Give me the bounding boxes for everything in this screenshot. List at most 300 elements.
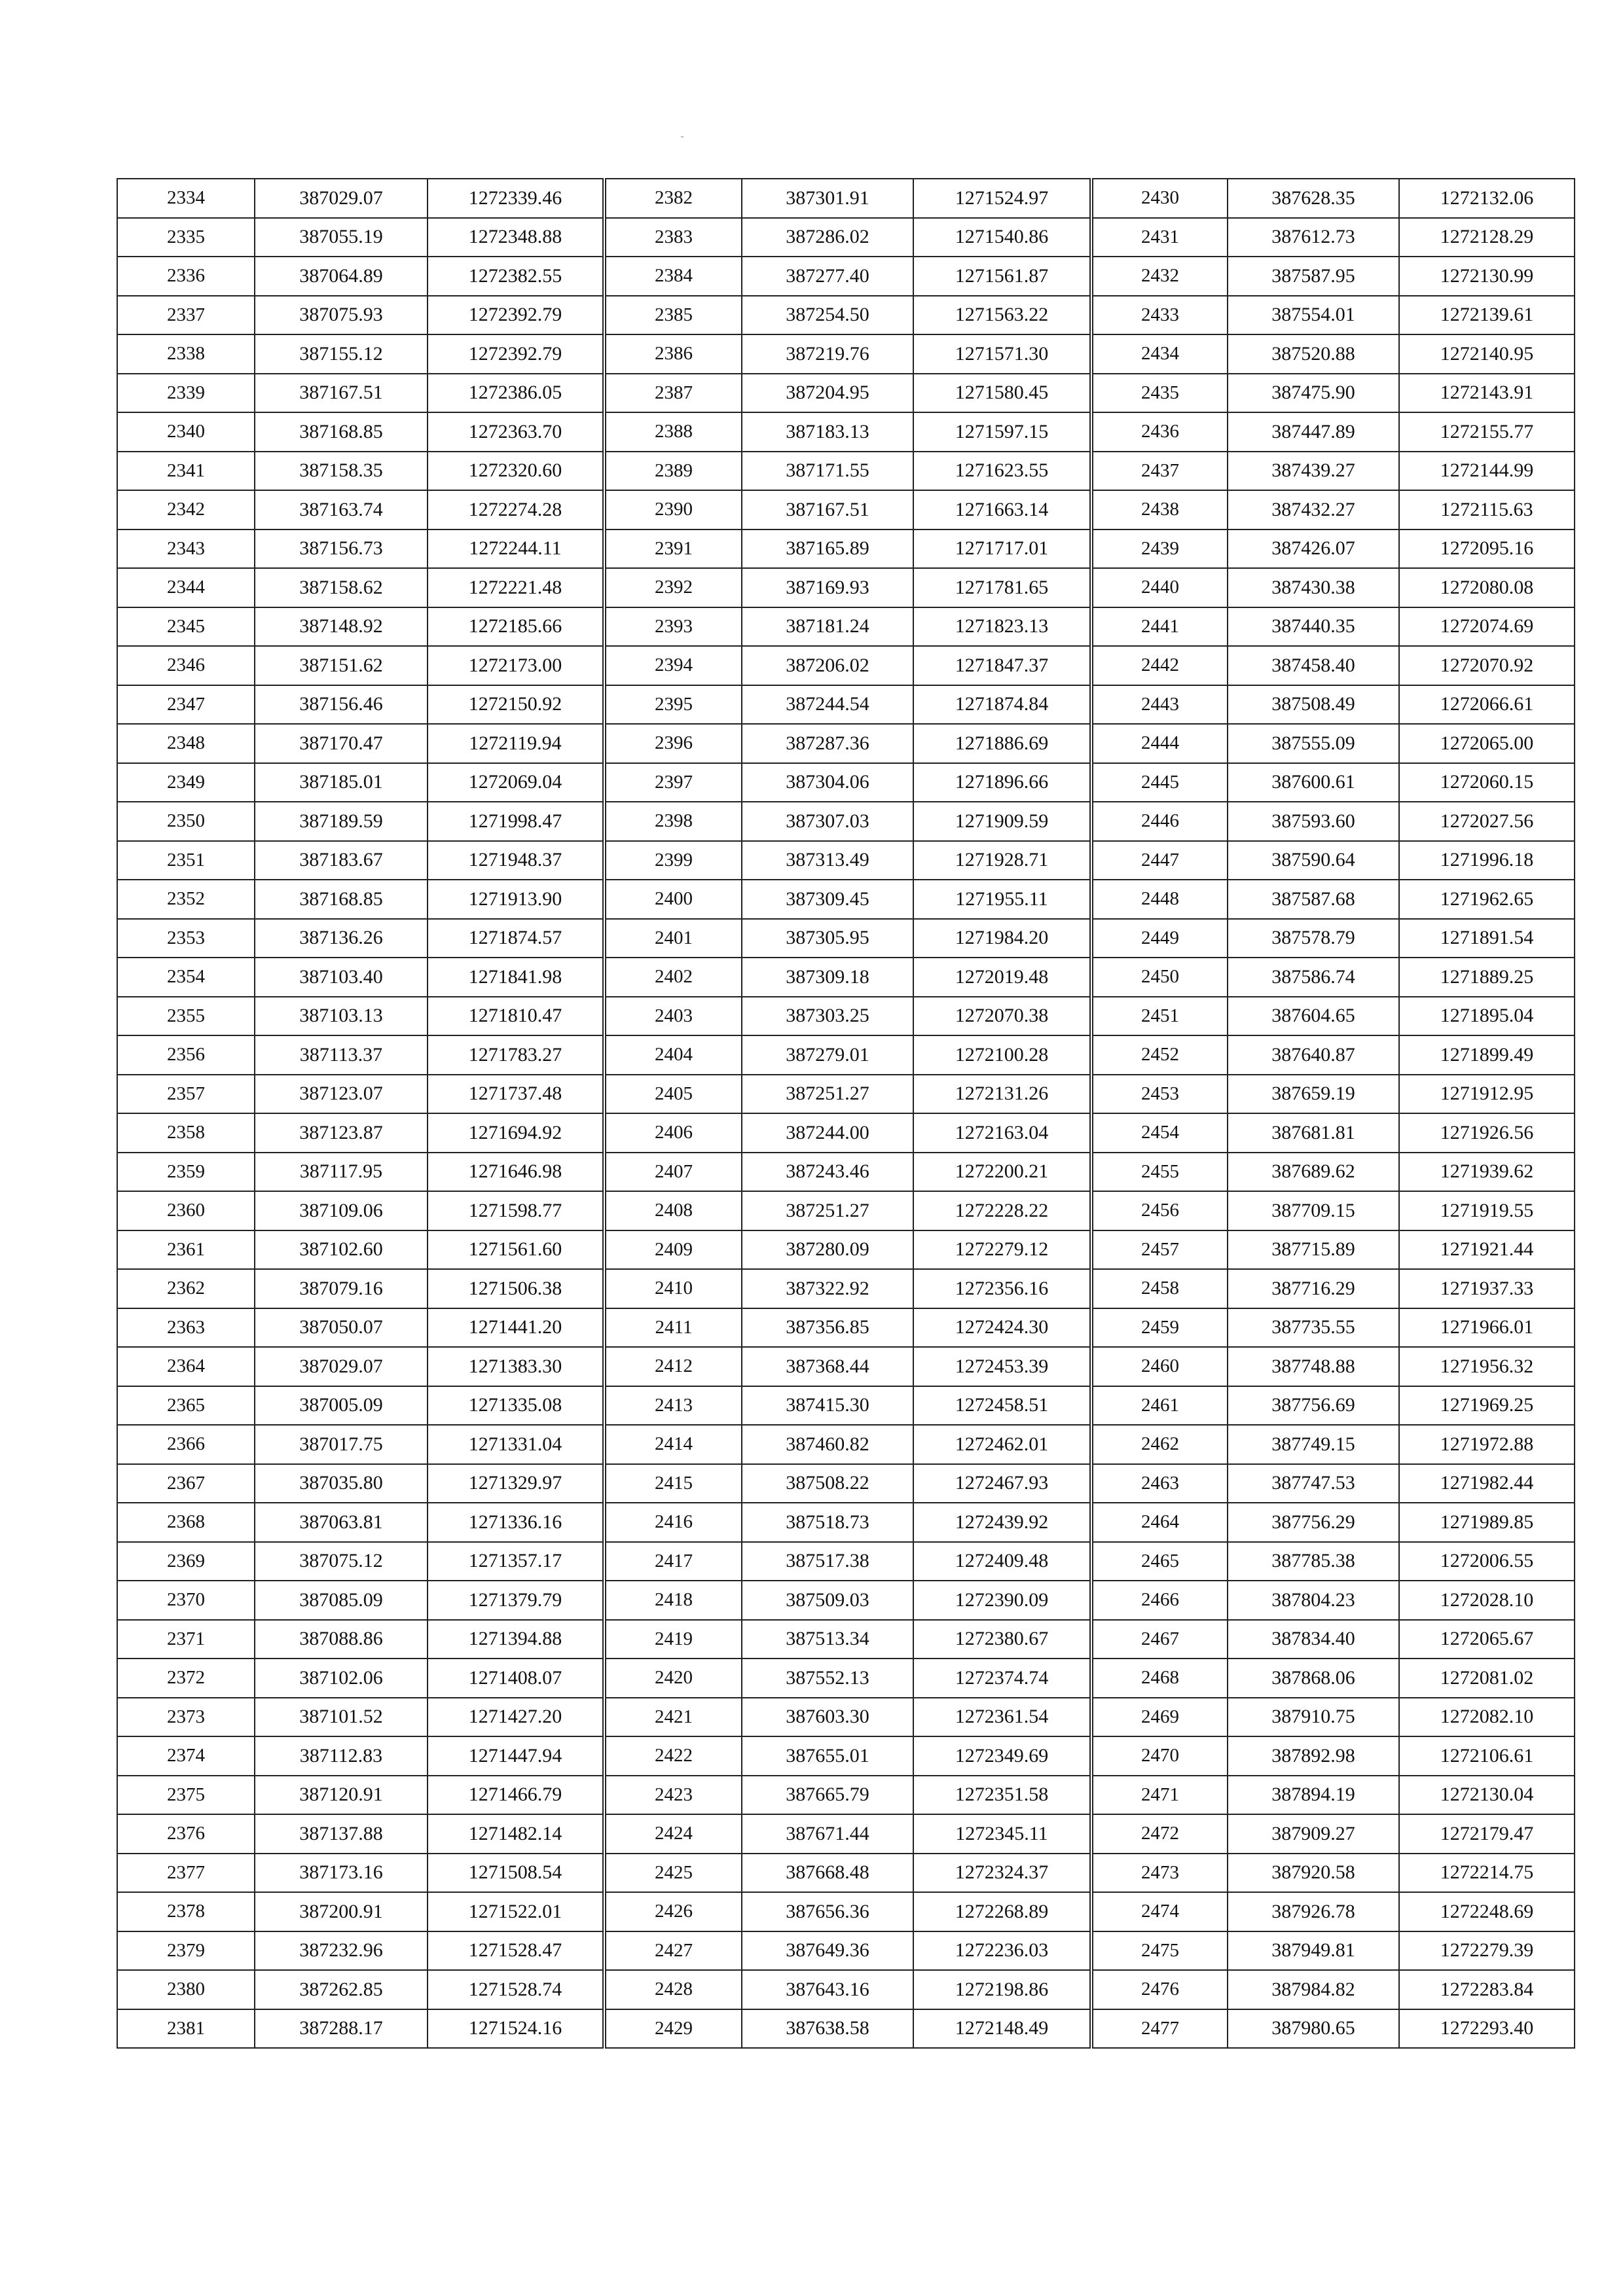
y-coordinate-cell: 1271895.04: [1399, 997, 1575, 1036]
point-number-cell: 2431: [1093, 218, 1228, 257]
x-coordinate-cell: 387136.26: [255, 919, 428, 958]
point-number-cell: 2457: [1093, 1230, 1228, 1270]
point-number-cell: 2362: [117, 1269, 255, 1308]
point-number-cell: 2454: [1093, 1113, 1228, 1153]
x-coordinate-cell: 387460.82: [742, 1425, 913, 1464]
table-row: [606, 607, 1090, 647]
y-coordinate-cell: 1272351.58: [913, 1776, 1090, 1815]
y-coordinate-cell: 1271948.37: [428, 841, 603, 880]
y-coordinate-cell: 1272081.02: [1399, 1659, 1575, 1698]
x-coordinate-cell: 387120.91: [255, 1776, 428, 1815]
x-coordinate-cell: 387689.62: [1228, 1153, 1399, 1192]
table-row: [606, 1347, 1090, 1386]
x-coordinate-cell: 387656.36: [742, 1892, 913, 1931]
y-coordinate-cell: 1271926.56: [1399, 1113, 1575, 1153]
table-row: [117, 1230, 603, 1270]
y-coordinate-cell: 1271506.38: [428, 1269, 603, 1308]
table-row: [606, 1581, 1090, 1620]
y-coordinate-cell: 1272279.39: [1399, 1931, 1575, 1971]
table-row: [1093, 958, 1575, 997]
y-coordinate-cell: 1272027.56: [1399, 802, 1575, 841]
x-coordinate-cell: 387085.09: [255, 1581, 428, 1620]
table-row: [606, 685, 1090, 725]
point-number-cell: 2398: [606, 802, 742, 841]
y-coordinate-cell: 1272248.69: [1399, 1892, 1575, 1931]
x-coordinate-cell: 387232.96: [255, 1931, 428, 1971]
table-row: [117, 1503, 603, 1542]
table-row: [606, 374, 1090, 413]
x-coordinate-cell: 387368.44: [742, 1347, 913, 1386]
point-number-cell: 2470: [1093, 1736, 1228, 1776]
table-row: [1093, 452, 1575, 491]
x-coordinate-cell: 387206.02: [742, 646, 913, 685]
table-row: [1093, 1269, 1575, 1308]
x-coordinate-cell: 387587.95: [1228, 257, 1399, 296]
y-coordinate-cell: 1271335.08: [428, 1386, 603, 1426]
x-coordinate-cell: 387980.65: [1228, 2009, 1399, 2049]
table-row: [117, 1659, 603, 1698]
table-row: [117, 1892, 603, 1931]
point-number-cell: 2462: [1093, 1425, 1228, 1464]
x-coordinate-cell: 387244.54: [742, 685, 913, 725]
x-coordinate-cell: 387307.03: [742, 802, 913, 841]
y-coordinate-cell: 1271909.59: [913, 802, 1090, 841]
table-row: [1093, 1931, 1575, 1971]
x-coordinate-cell: 387079.16: [255, 1269, 428, 1308]
point-number-cell: 2467: [1093, 1620, 1228, 1659]
x-coordinate-cell: 387715.89: [1228, 1230, 1399, 1270]
point-number-cell: 2412: [606, 1347, 742, 1386]
y-coordinate-cell: 1272283.84: [1399, 1970, 1575, 2009]
point-number-cell: 2452: [1093, 1035, 1228, 1075]
point-number-cell: 2461: [1093, 1386, 1228, 1426]
y-coordinate-cell: 1271331.04: [428, 1425, 603, 1464]
point-number-cell: 2417: [606, 1542, 742, 1581]
x-coordinate-cell: 387156.46: [255, 685, 428, 725]
table-row: [1093, 919, 1575, 958]
y-coordinate-cell: 1271886.69: [913, 724, 1090, 763]
table-row: [606, 1464, 1090, 1503]
point-number-cell: 2445: [1093, 763, 1228, 802]
x-coordinate-cell: 387151.62: [255, 646, 428, 685]
y-coordinate-cell: 1271989.85: [1399, 1503, 1575, 1542]
table-row: [606, 841, 1090, 880]
table-row: [117, 218, 603, 257]
table-row: [1093, 1191, 1575, 1230]
table-row: [1093, 374, 1575, 413]
table-row: [117, 685, 603, 725]
x-coordinate-cell: 387219.76: [742, 334, 913, 374]
table-row: [606, 646, 1090, 685]
x-coordinate-cell: 387735.55: [1228, 1308, 1399, 1348]
x-coordinate-cell: 387804.23: [1228, 1581, 1399, 1620]
table-row: [117, 1814, 603, 1854]
point-number-cell: 2424: [606, 1814, 742, 1854]
x-coordinate-cell: 387920.58: [1228, 1854, 1399, 1893]
point-number-cell: 2383: [606, 218, 742, 257]
point-number-cell: 2358: [117, 1113, 255, 1153]
point-number-cell: 2460: [1093, 1347, 1228, 1386]
point-number-cell: 2384: [606, 257, 742, 296]
table-row: [606, 412, 1090, 452]
y-coordinate-cell: 1271899.49: [1399, 1035, 1575, 1075]
x-coordinate-cell: 387168.85: [255, 880, 428, 919]
y-coordinate-cell: 1272128.29: [1399, 218, 1575, 257]
table-row: [1093, 1503, 1575, 1542]
table-row: [606, 1191, 1090, 1230]
table-row: [1093, 1113, 1575, 1153]
x-coordinate-cell: 387834.40: [1228, 1620, 1399, 1659]
point-number-cell: 2421: [606, 1698, 742, 1737]
point-number-cell: 2400: [606, 880, 742, 919]
x-coordinate-cell: 387587.68: [1228, 880, 1399, 919]
point-number-cell: 2361: [117, 1230, 255, 1270]
table-row: [606, 1892, 1090, 1931]
y-coordinate-cell: 1271874.57: [428, 919, 603, 958]
point-number-cell: 2379: [117, 1931, 255, 1971]
point-number-cell: 2413: [606, 1386, 742, 1426]
y-coordinate-cell: 1272065.00: [1399, 724, 1575, 763]
x-coordinate-cell: 387280.09: [742, 1230, 913, 1270]
table-row: [1093, 1970, 1575, 2009]
point-number-cell: 2448: [1093, 880, 1228, 919]
y-coordinate-cell: 1272070.38: [913, 997, 1090, 1036]
y-coordinate-cell: 1272006.55: [1399, 1542, 1575, 1581]
point-number-cell: 2337: [117, 296, 255, 335]
y-coordinate-cell: 1272131.26: [913, 1075, 1090, 1114]
y-coordinate-cell: 1271663.14: [913, 490, 1090, 529]
point-number-cell: 2374: [117, 1736, 255, 1776]
table-row: [1093, 1153, 1575, 1192]
table-row: [1093, 1308, 1575, 1348]
x-coordinate-cell: 387649.36: [742, 1931, 913, 1971]
y-coordinate-cell: 1271921.44: [1399, 1230, 1575, 1270]
table-row: [606, 179, 1090, 218]
y-coordinate-cell: 1272274.28: [428, 490, 603, 529]
table-row: [606, 1931, 1090, 1971]
point-number-cell: 2415: [606, 1464, 742, 1503]
point-number-cell: 2405: [606, 1075, 742, 1114]
point-number-cell: 2422: [606, 1736, 742, 1776]
x-coordinate-cell: 387892.98: [1228, 1736, 1399, 1776]
point-number-cell: 2439: [1093, 529, 1228, 569]
point-number-cell: 2390: [606, 490, 742, 529]
table-row: [1093, 1581, 1575, 1620]
y-coordinate-cell: 1272155.77: [1399, 412, 1575, 452]
x-coordinate-cell: 387894.19: [1228, 1776, 1399, 1815]
table-row: [117, 1581, 603, 1620]
x-coordinate-cell: 387183.13: [742, 412, 913, 452]
point-number-cell: 2360: [117, 1191, 255, 1230]
point-number-cell: 2350: [117, 802, 255, 841]
y-coordinate-cell: 1271969.25: [1399, 1386, 1575, 1426]
y-coordinate-cell: 1272130.99: [1399, 257, 1575, 296]
y-coordinate-cell: 1271823.13: [913, 607, 1090, 647]
x-coordinate-cell: 387593.60: [1228, 802, 1399, 841]
y-coordinate-cell: 1271528.74: [428, 1970, 603, 2009]
table-row: [1093, 1620, 1575, 1659]
x-coordinate-cell: 387430.38: [1228, 568, 1399, 607]
y-coordinate-cell: 1271810.47: [428, 997, 603, 1036]
point-number-cell: 2466: [1093, 1581, 1228, 1620]
y-coordinate-cell: 1272140.95: [1399, 334, 1575, 374]
point-number-cell: 2349: [117, 763, 255, 802]
table-row: [1093, 724, 1575, 763]
table-row: [117, 1425, 603, 1464]
y-coordinate-cell: 1271408.07: [428, 1659, 603, 1698]
y-coordinate-cell: 1272374.74: [913, 1659, 1090, 1698]
point-number-cell: 2369: [117, 1542, 255, 1581]
table-row: [117, 1308, 603, 1348]
table-row: [606, 257, 1090, 296]
point-number-cell: 2377: [117, 1854, 255, 1893]
table-row: [606, 1386, 1090, 1426]
table-row: [1093, 257, 1575, 296]
table-row: [117, 374, 603, 413]
x-coordinate-cell: 387458.40: [1228, 646, 1399, 685]
table-row: [606, 1542, 1090, 1581]
x-coordinate-cell: 387279.01: [742, 1035, 913, 1075]
point-number-cell: 2396: [606, 724, 742, 763]
point-number-cell: 2347: [117, 685, 255, 725]
y-coordinate-cell: 1272148.49: [913, 2009, 1090, 2049]
y-coordinate-cell: 1271623.55: [913, 452, 1090, 491]
point-number-cell: 2473: [1093, 1854, 1228, 1893]
table-row: [606, 218, 1090, 257]
point-number-cell: 2372: [117, 1659, 255, 1698]
point-number-cell: 2393: [606, 607, 742, 647]
point-number-cell: 2458: [1093, 1269, 1228, 1308]
y-coordinate-cell: 1272439.92: [913, 1503, 1090, 1542]
point-number-cell: 2399: [606, 841, 742, 880]
x-coordinate-cell: 387102.06: [255, 1659, 428, 1698]
point-number-cell: 2371: [117, 1620, 255, 1659]
x-coordinate-cell: 387005.09: [255, 1386, 428, 1426]
point-number-cell: 2423: [606, 1776, 742, 1815]
y-coordinate-cell: 1271928.71: [913, 841, 1090, 880]
table-row: [117, 763, 603, 802]
x-coordinate-cell: 387243.46: [742, 1153, 913, 1192]
table-row: [117, 568, 603, 607]
x-coordinate-cell: 387168.85: [255, 412, 428, 452]
y-coordinate-cell: 1271540.86: [913, 218, 1090, 257]
point-number-cell: 2435: [1093, 374, 1228, 413]
x-coordinate-cell: 387181.24: [742, 607, 913, 647]
point-number-cell: 2432: [1093, 257, 1228, 296]
table-row: [1093, 568, 1575, 607]
y-coordinate-cell: 1271357.17: [428, 1542, 603, 1581]
table-row: [606, 452, 1090, 491]
x-coordinate-cell: 387600.61: [1228, 763, 1399, 802]
x-coordinate-cell: 387603.30: [742, 1698, 913, 1737]
y-coordinate-cell: 1272268.89: [913, 1892, 1090, 1931]
x-coordinate-cell: 387244.00: [742, 1113, 913, 1153]
point-number-cell: 2335: [117, 218, 255, 257]
table-row: [1093, 179, 1575, 218]
x-coordinate-cell: 387103.40: [255, 958, 428, 997]
point-number-cell: 2453: [1093, 1075, 1228, 1114]
point-number-cell: 2357: [117, 1075, 255, 1114]
x-coordinate-cell: 387655.01: [742, 1736, 913, 1776]
point-number-cell: 2425: [606, 1854, 742, 1893]
x-coordinate-cell: 387035.80: [255, 1464, 428, 1503]
y-coordinate-cell: 1272144.99: [1399, 452, 1575, 491]
table-row: [117, 919, 603, 958]
point-number-cell: 2464: [1093, 1503, 1228, 1542]
point-number-cell: 2375: [117, 1776, 255, 1815]
x-coordinate-cell: 387286.02: [742, 218, 913, 257]
x-coordinate-cell: 387167.51: [255, 374, 428, 413]
x-coordinate-cell: 387309.18: [742, 958, 913, 997]
point-number-cell: 2418: [606, 1581, 742, 1620]
x-coordinate-cell: 387554.01: [1228, 296, 1399, 335]
point-number-cell: 2476: [1093, 1970, 1228, 2009]
y-coordinate-cell: 1272115.63: [1399, 490, 1575, 529]
y-coordinate-cell: 1272070.92: [1399, 646, 1575, 685]
table-row: [117, 1113, 603, 1153]
table-row: [117, 1347, 603, 1386]
coordinate-table-block-2: [605, 178, 1091, 2049]
x-coordinate-cell: 387112.83: [255, 1736, 428, 1776]
x-coordinate-cell: 387017.75: [255, 1425, 428, 1464]
point-number-cell: 2348: [117, 724, 255, 763]
y-coordinate-cell: 1272244.11: [428, 529, 603, 569]
y-coordinate-cell: 1272462.01: [913, 1425, 1090, 1464]
y-coordinate-cell: 1272453.39: [913, 1347, 1090, 1386]
point-number-cell: 2352: [117, 880, 255, 919]
table-row: [117, 1542, 603, 1581]
table-row: [606, 334, 1090, 374]
y-coordinate-cell: 1272065.67: [1399, 1620, 1575, 1659]
table-row: [1093, 218, 1575, 257]
x-coordinate-cell: 387063.81: [255, 1503, 428, 1542]
y-coordinate-cell: 1272150.92: [428, 685, 603, 725]
table-row: [1093, 1542, 1575, 1581]
point-number-cell: 2416: [606, 1503, 742, 1542]
x-coordinate-cell: 387254.50: [742, 296, 913, 335]
point-number-cell: 2401: [606, 919, 742, 958]
x-coordinate-cell: 387432.27: [1228, 490, 1399, 529]
point-number-cell: 2414: [606, 1425, 742, 1464]
point-number-cell: 2387: [606, 374, 742, 413]
point-number-cell: 2392: [606, 568, 742, 607]
x-coordinate-cell: 387671.44: [742, 1814, 913, 1854]
x-coordinate-cell: 387167.51: [742, 490, 913, 529]
coordinate-table-block-3: [1092, 178, 1575, 2049]
point-number-cell: 2433: [1093, 296, 1228, 335]
table-row: [606, 529, 1090, 569]
point-number-cell: 2364: [117, 1347, 255, 1386]
x-coordinate-cell: 387165.89: [742, 529, 913, 569]
y-coordinate-cell: 1272179.47: [1399, 1814, 1575, 1854]
x-coordinate-cell: 387665.79: [742, 1776, 913, 1815]
table-row: [606, 1269, 1090, 1308]
table-row: [117, 1620, 603, 1659]
y-coordinate-cell: 1272392.79: [428, 296, 603, 335]
table-row: [606, 1503, 1090, 1542]
point-number-cell: 2367: [117, 1464, 255, 1503]
point-number-cell: 2427: [606, 1931, 742, 1971]
y-coordinate-cell: 1272349.69: [913, 1736, 1090, 1776]
x-coordinate-cell: 387169.93: [742, 568, 913, 607]
point-number-cell: 2338: [117, 334, 255, 374]
table-row: [1093, 880, 1575, 919]
x-coordinate-cell: 387075.93: [255, 296, 428, 335]
y-coordinate-cell: 1272132.06: [1399, 179, 1575, 218]
table-row: [606, 1970, 1090, 2009]
x-coordinate-cell: 387756.29: [1228, 1503, 1399, 1542]
point-number-cell: 2370: [117, 1581, 255, 1620]
table-row: [1093, 1659, 1575, 1698]
point-number-cell: 2334: [117, 179, 255, 218]
x-coordinate-cell: 387113.37: [255, 1035, 428, 1075]
y-coordinate-cell: 1272390.09: [913, 1581, 1090, 1620]
point-number-cell: 2463: [1093, 1464, 1228, 1503]
table-row: [1093, 997, 1575, 1036]
table-row: [606, 1035, 1090, 1075]
y-coordinate-cell: 1271466.79: [428, 1776, 603, 1815]
y-coordinate-cell: 1272069.04: [428, 763, 603, 802]
table-row: [1093, 646, 1575, 685]
y-coordinate-cell: 1271482.14: [428, 1814, 603, 1854]
point-number-cell: 2388: [606, 412, 742, 452]
y-coordinate-cell: 1271972.88: [1399, 1425, 1575, 1464]
y-coordinate-cell: 1271982.44: [1399, 1464, 1575, 1503]
table-row: [606, 1776, 1090, 1815]
table-row: [606, 1075, 1090, 1114]
point-number-cell: 2440: [1093, 568, 1228, 607]
x-coordinate-cell: 387909.27: [1228, 1814, 1399, 1854]
point-number-cell: 2341: [117, 452, 255, 491]
x-coordinate-cell: 387517.38: [742, 1542, 913, 1581]
point-number-cell: 2447: [1093, 841, 1228, 880]
y-coordinate-cell: 1272143.91: [1399, 374, 1575, 413]
x-coordinate-cell: 387747.53: [1228, 1464, 1399, 1503]
x-coordinate-cell: 387518.73: [742, 1503, 913, 1542]
y-coordinate-cell: 1271717.01: [913, 529, 1090, 569]
table-row: [606, 1736, 1090, 1776]
x-coordinate-cell: 387163.74: [255, 490, 428, 529]
y-coordinate-cell: 1271783.27: [428, 1035, 603, 1075]
point-number-cell: 2378: [117, 1892, 255, 1931]
point-number-cell: 2376: [117, 1814, 255, 1854]
point-number-cell: 2428: [606, 1970, 742, 2009]
x-coordinate-cell: 387288.17: [255, 2009, 428, 2049]
point-number-cell: 2443: [1093, 685, 1228, 725]
y-coordinate-cell: 1272200.21: [913, 1153, 1090, 1192]
x-coordinate-cell: 387303.25: [742, 997, 913, 1036]
table-row: [1093, 1698, 1575, 1737]
table-row: [606, 1854, 1090, 1893]
table-row: [117, 880, 603, 919]
y-coordinate-cell: 1272095.16: [1399, 529, 1575, 569]
y-coordinate-cell: 1272348.88: [428, 218, 603, 257]
y-coordinate-cell: 1272467.93: [913, 1464, 1090, 1503]
x-coordinate-cell: 387251.27: [742, 1075, 913, 1114]
x-coordinate-cell: 387426.07: [1228, 529, 1399, 569]
table-row: [117, 1191, 603, 1230]
y-coordinate-cell: 1272279.12: [913, 1230, 1090, 1270]
x-coordinate-cell: 387578.79: [1228, 919, 1399, 958]
point-number-cell: 2344: [117, 568, 255, 607]
y-coordinate-cell: 1272382.55: [428, 257, 603, 296]
table-row: [606, 880, 1090, 919]
point-number-cell: 2340: [117, 412, 255, 452]
y-coordinate-cell: 1271336.16: [428, 1503, 603, 1542]
point-number-cell: 2336: [117, 257, 255, 296]
table-row: [117, 296, 603, 335]
x-coordinate-cell: 387447.89: [1228, 412, 1399, 452]
